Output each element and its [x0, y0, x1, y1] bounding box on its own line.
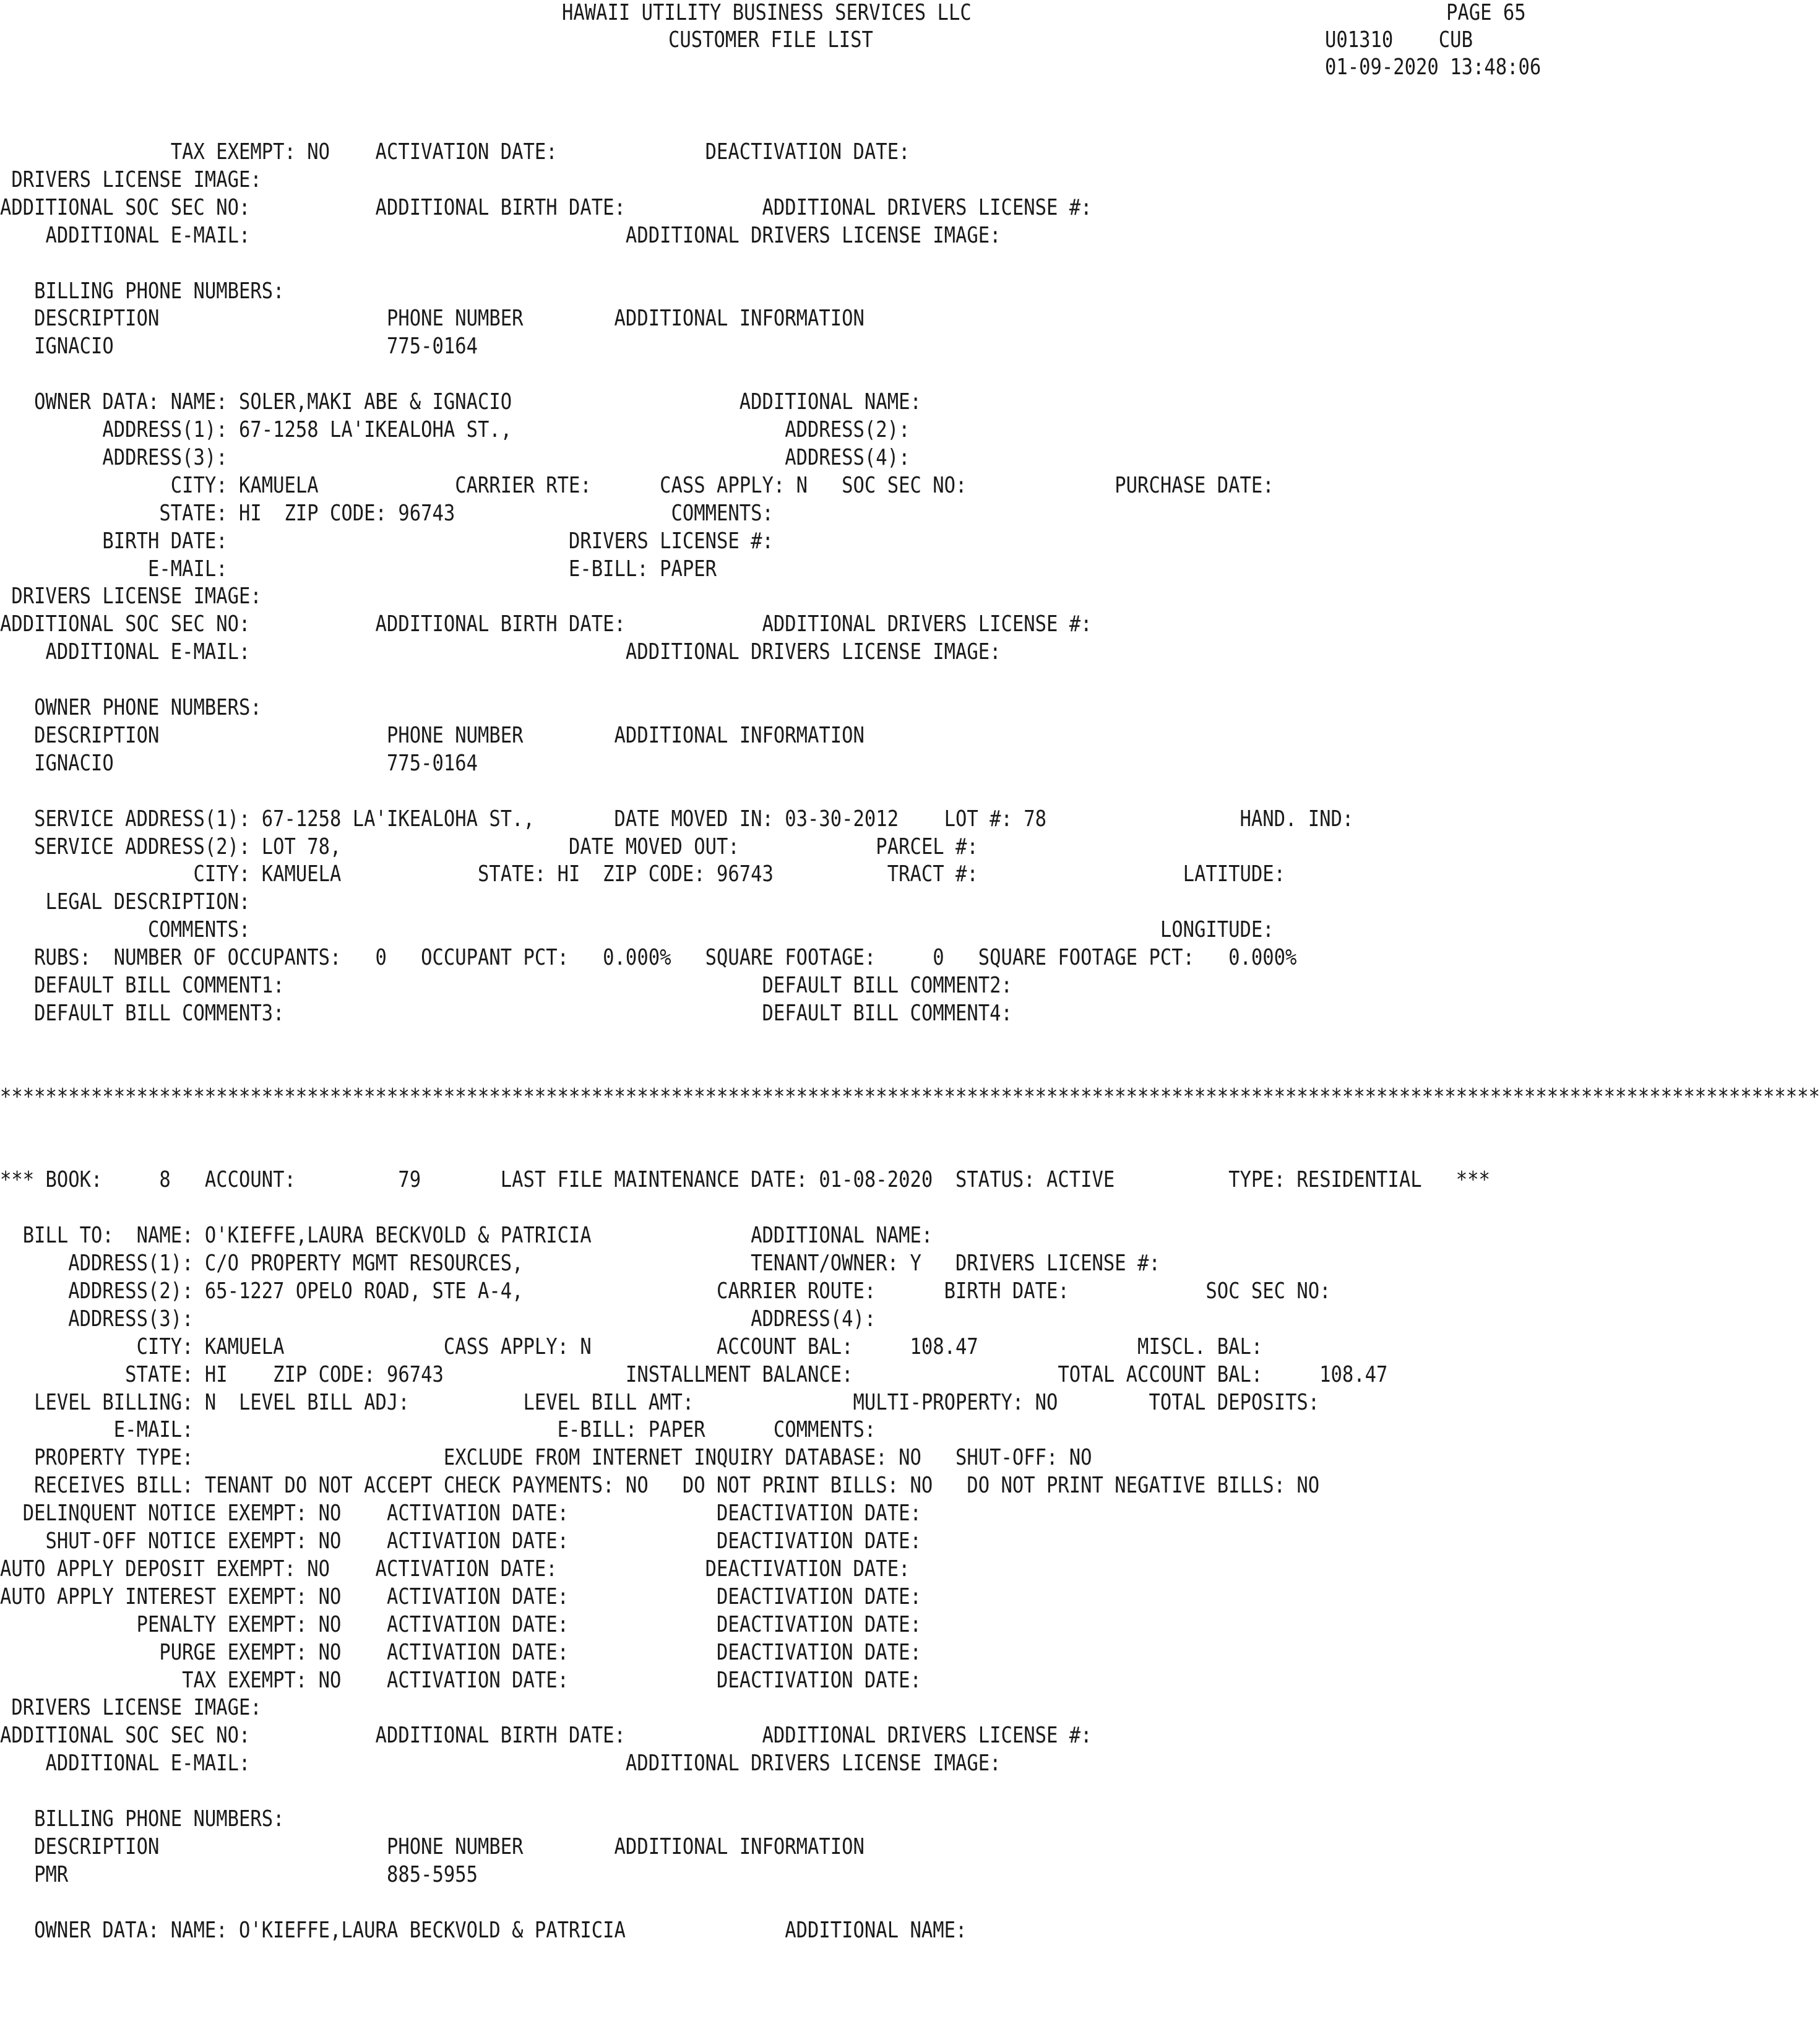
report-line: DESCRIPTION PHONE NUMBER ADDITIONAL INFORMATION	[0, 723, 865, 748]
report-line: CITY: KAMUELA CASS APPLY: N ACCOUNT BAL: 108.47 MISCL. BAL:	[0, 1334, 1263, 1359]
report-line: PROPERTY TYPE: EXCLUDE FROM INTERNET INQUIRY DATABASE: NO SHUT-OFF: NO	[0, 1445, 1092, 1470]
report-line: IGNACIO 775-0164	[0, 334, 478, 359]
report-datetime: 01-09-2020 13:48:06	[1325, 54, 1542, 80]
report-line: BILL TO: NAME: O'KIEFFE,LAURA BECKVOLD & PATRICIA ADDITIONAL NAME:	[0, 1223, 933, 1248]
report-line: OWNER DATA: NAME: O'KIEFFE,LAURA BECKVOLD & PATRICIA ADDITIONAL NAME:	[0, 1918, 967, 1943]
report-line: CITY: KAMUELA CARRIER RTE: CASS APPLY: N SOC SEC NO: PURCHASE DATE:	[0, 473, 1274, 498]
report-line: DELINQUENT NOTICE EXEMPT: NO ACTIVATION DATE: DEACTIVATION DATE:	[0, 1501, 921, 1526]
report-line: DRIVERS LICENSE IMAGE:	[0, 584, 262, 609]
report-line: DEFAULT BILL COMMENT1: DEFAULT BILL COMMENT2:	[0, 973, 1012, 998]
report-line: ADDRESS(2): 65-1227 OPELO ROAD, STE A-4, CARRIER ROUTE: BIRTH DATE: SOC SEC NO:	[0, 1278, 1331, 1304]
report-line: BIRTH DATE: DRIVERS LICENSE #:	[0, 528, 774, 554]
page-number: PAGE 65	[1446, 0, 1526, 25]
report-line: PENALTY EXEMPT: NO ACTIVATION DATE: DEACTIVATION DATE:	[0, 1612, 921, 1637]
report-line: ADDITIONAL SOC SEC NO: ADDITIONAL BIRTH DATE: ADDITIONAL DRIVERS LICENSE #:	[0, 1723, 1092, 1748]
report-line: ****************************************************************************************************************************************************************	[0, 1084, 1820, 1109]
report-line: ADDITIONAL E-MAIL: ADDITIONAL DRIVERS LICENSE IMAGE:	[0, 223, 1001, 248]
company-name: HAWAII UTILITY BUSINESS SERVICES LLC	[562, 0, 972, 25]
job-code: U01310 CUB	[1325, 27, 1473, 53]
report-line: BILLING PHONE NUMBERS:	[0, 1806, 285, 1832]
report-line: ADDRESS(3): ADDRESS(4):	[0, 1306, 876, 1332]
report-line: ADDITIONAL E-MAIL: ADDITIONAL DRIVERS LICENSE IMAGE:	[0, 639, 1001, 665]
report-line: OWNER PHONE NUMBERS:	[0, 695, 262, 720]
report-line: DRIVERS LICENSE IMAGE:	[0, 1695, 262, 1720]
report-line: E-MAIL: E-BILL: PAPER	[0, 556, 717, 582]
report-line: ADDITIONAL SOC SEC NO: ADDITIONAL BIRTH DATE: ADDITIONAL DRIVERS LICENSE #:	[0, 195, 1092, 220]
report-line: ADDRESS(1): 67-1258 LA'IKEALOHA ST., ADDRESS(2):	[0, 417, 910, 442]
report-line: RECEIVES BILL: TENANT DO NOT ACCEPT CHECK PAYMENTS: NO DO NOT PRINT BILLS: NO DO NOT PRINT NEGATIVE BILLS: NO	[0, 1473, 1320, 1498]
report-line: CITY: KAMUELA STATE: HI ZIP CODE: 96743 TRACT #: LATITUDE:	[0, 861, 1286, 887]
report-line: ADDRESS(3): ADDRESS(4):	[0, 445, 910, 470]
report-line: TAX EXEMPT: NO ACTIVATION DATE: DEACTIVATION DATE:	[0, 139, 910, 165]
report-line: RUBS: NUMBER OF OCCUPANTS: 0 OCCUPANT PCT: 0.000% SQUARE FOOTAGE: 0 SQUARE FOOTAGE PCT: 0.000%	[0, 945, 1297, 970]
report-title: CUSTOMER FILE LIST	[668, 27, 873, 53]
report-line: ADDITIONAL E-MAIL: ADDITIONAL DRIVERS LICENSE IMAGE:	[0, 1751, 1001, 1776]
report-line: DESCRIPTION PHONE NUMBER ADDITIONAL INFORMATION	[0, 306, 865, 331]
report-line: LEGAL DESCRIPTION:	[0, 889, 251, 915]
report-line: STATE: HI ZIP CODE: 96743 INSTALLMENT BALANCE: TOTAL ACCOUNT BAL: 108.47	[0, 1362, 1388, 1387]
report-line: IGNACIO 775-0164	[0, 751, 478, 776]
report-line: DEFAULT BILL COMMENT3: DEFAULT BILL COMMENT4:	[0, 1001, 1012, 1026]
report-line: STATE: HI ZIP CODE: 96743 COMMENTS:	[0, 501, 774, 526]
report-line: AUTO APPLY INTEREST EXEMPT: NO ACTIVATION DATE: DEACTIVATION DATE:	[0, 1584, 921, 1609]
report-line: DRIVERS LICENSE IMAGE:	[0, 167, 262, 192]
report-line: BILLING PHONE NUMBERS:	[0, 278, 285, 304]
report-line: SHUT-OFF NOTICE EXEMPT: NO ACTIVATION DATE: DEACTIVATION DATE:	[0, 1528, 921, 1554]
report-line: ADDITIONAL SOC SEC NO: ADDITIONAL BIRTH DATE: ADDITIONAL DRIVERS LICENSE #:	[0, 611, 1092, 637]
report-line: SERVICE ADDRESS(2): LOT 78, DATE MOVED OUT: PARCEL #:	[0, 834, 978, 859]
report-line: *** BOOK: 8 ACCOUNT: 79 LAST FILE MAINTENANCE DATE: 01-08-2020 STATUS: ACTIVE TYPE: RESIDENTIAL ***	[0, 1167, 1490, 1192]
report-line: ADDRESS(1): C/O PROPERTY MGMT RESOURCES, TENANT/OWNER: Y DRIVERS LICENSE #:	[0, 1251, 1160, 1276]
report-line: COMMENTS: LONGITUDE:	[0, 917, 1274, 942]
report-line: AUTO APPLY DEPOSIT EXEMPT: NO ACTIVATION DATE: DEACTIVATION DATE:	[0, 1556, 910, 1582]
report-line: TAX EXEMPT: NO ACTIVATION DATE: DEACTIVATION DATE:	[0, 1668, 921, 1693]
report-line: E-MAIL: E-BILL: PAPER COMMENTS:	[0, 1417, 876, 1442]
report-line: LEVEL BILLING: N LEVEL BILL ADJ: LEVEL BILL AMT: MULTI-PROPERTY: NO TOTAL DEPOSITS:	[0, 1390, 1320, 1415]
report-line: OWNER DATA: NAME: SOLER,MAKI ABE & IGNACIO ADDITIONAL NAME:	[0, 389, 921, 415]
report-line: DESCRIPTION PHONE NUMBER ADDITIONAL INFORMATION	[0, 1834, 865, 1859]
report-line: SERVICE ADDRESS(1): 67-1258 LA'IKEALOHA ST., DATE MOVED IN: 03-30-2012 LOT #: 78 HAND. IND:	[0, 806, 1354, 832]
report-line: PURGE EXEMPT: NO ACTIVATION DATE: DEACTIVATION DATE:	[0, 1640, 921, 1665]
report-line: PMR 885-5955	[0, 1862, 478, 1887]
